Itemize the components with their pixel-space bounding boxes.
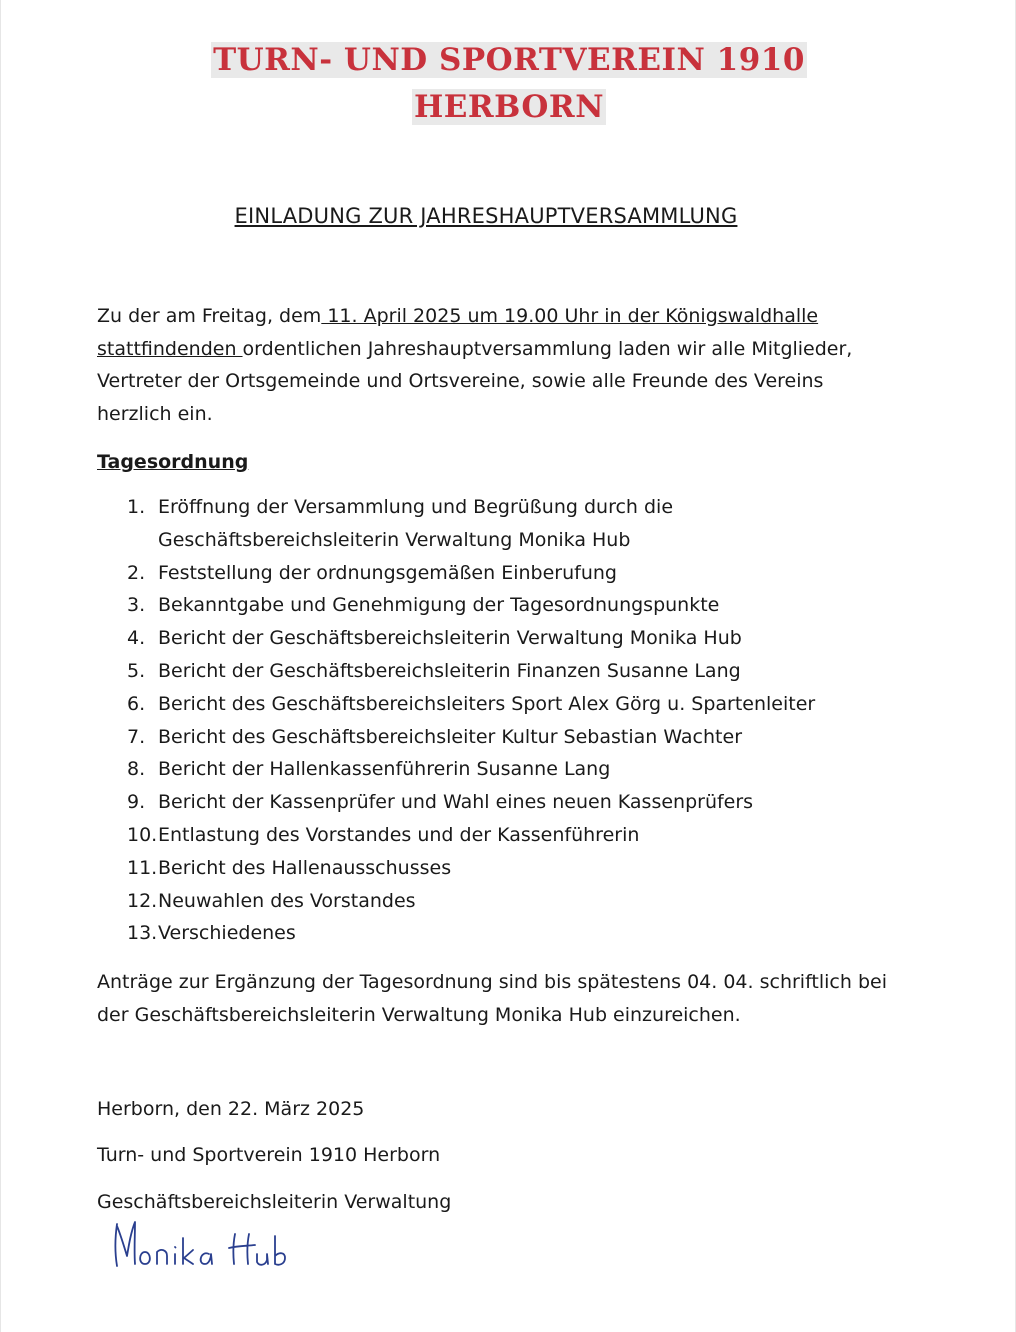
place-date: Herborn, den 22. März 2025 bbox=[97, 1098, 365, 1120]
agenda-item-text: Neuwahlen des Vorstandes bbox=[158, 889, 416, 912]
agenda-item-text: Bericht des Geschäftsbereichsleiter Kultur Sebastian Wachter bbox=[158, 725, 742, 748]
agenda-item-number: 1. bbox=[127, 496, 146, 518]
agenda-item-number: 10. bbox=[127, 823, 158, 846]
agenda-item-number: 3. bbox=[127, 594, 146, 617]
agenda-list bbox=[127, 491, 907, 950]
club-name: Turn- und Sportverein 1910 Herborn bbox=[97, 1144, 441, 1166]
agenda-item-number: 12. bbox=[127, 889, 158, 912]
motions-note: Anträge zur Ergänzung der Tagesordnung sind bis spätestens 04. 04. schriftlich bei der Geschäftsbereichsleiterin Verwaltung Monika Hub einzureichen. bbox=[97, 971, 887, 1026]
intro-part-2: ordentlichen Jahreshauptversammlung laden wir alle Mitglieder, Vertreter der Ortsgemeinde und Ortsvereine, sowie alle Freunde des Vereins herzlich ein. bbox=[97, 337, 853, 425]
agenda-item-number: 8. bbox=[127, 758, 146, 781]
agenda-item-text: Bekanntgabe und Genehmigung der Tagesordnungspunkte bbox=[158, 594, 720, 617]
agenda-item bbox=[127, 721, 907, 754]
agenda-item-text: Bericht des Hallenausschusses bbox=[158, 856, 452, 879]
club-title-line-1: TURN- UND SPORTVEREIN 1910 bbox=[213, 42, 805, 78]
agenda-item bbox=[127, 786, 907, 819]
agenda-item-number: 2. bbox=[127, 561, 146, 584]
agenda-item-number: 9. bbox=[127, 791, 146, 814]
agenda-title: Tagesordnung bbox=[97, 451, 249, 473]
agenda-item bbox=[127, 688, 907, 721]
agenda-item bbox=[127, 622, 907, 655]
agenda-item-text: Bericht der Hallenkassenführerin Susanne Lang bbox=[158, 758, 611, 781]
agenda-item-text: Bericht der Geschäftsbereichsleiterin Finanzen Susanne Lang bbox=[158, 659, 741, 682]
agenda-item-text: Entlastung des Vorstandes und der Kassenführerin bbox=[158, 823, 640, 846]
agenda-item-number: 7. bbox=[127, 725, 146, 748]
agenda-item-text: Feststellung der ordnungsgemäßen Einberufung bbox=[158, 561, 617, 584]
agenda-item-number: 13. bbox=[127, 922, 158, 945]
agenda-item bbox=[127, 753, 907, 786]
intro-stattfindenden: stattfindenden bbox=[97, 337, 243, 360]
intro-date-location: 11. April 2025 um 19.00 Uhr in der Königswaldhalle bbox=[321, 305, 819, 327]
agenda-item bbox=[127, 819, 907, 852]
agenda-item-number: 11. bbox=[127, 856, 158, 879]
agenda-item bbox=[127, 917, 907, 950]
handwritten-signature bbox=[109, 1216, 329, 1276]
invitation-heading: EINLADUNG ZUR JAHRESHAUPTVERSAMMLUNG bbox=[234, 204, 738, 228]
agenda-item-text: Bericht der Kassenprüfer und Wahl eines neuen Kassenprüfers bbox=[158, 791, 754, 814]
agenda-item-number: 5. bbox=[127, 659, 146, 682]
agenda-item-text: Bericht des Geschäftsbereichsleiters Sport Alex Görg u. Spartenleiter bbox=[158, 692, 816, 715]
agenda-item bbox=[127, 885, 907, 918]
signatory-role: Geschäftsbereichsleiterin Verwaltung bbox=[97, 1191, 452, 1213]
agenda-item-number: 6. bbox=[127, 692, 146, 715]
agenda-item bbox=[127, 655, 907, 688]
agenda-item bbox=[127, 852, 907, 885]
intro-part-1: Zu der am Freitag, dem bbox=[97, 305, 322, 327]
agenda-item bbox=[127, 557, 907, 590]
club-title-line-2: HERBORN bbox=[413, 89, 605, 125]
intro-paragraph bbox=[97, 300, 877, 430]
agenda-item-number: 4. bbox=[127, 627, 146, 650]
agenda-item bbox=[127, 589, 907, 622]
agenda-item-text: Eröffnung der Versammlung und Begrüßung durch die Geschäftsbereichsleiterin Verwaltung Monika Hub bbox=[158, 496, 674, 551]
agenda-item-text: Verschiedenes bbox=[158, 922, 296, 945]
agenda-item-text: Bericht der Geschäftsbereichsleiterin Verwaltung Monika Hub bbox=[158, 627, 742, 650]
agenda-item bbox=[127, 491, 907, 557]
